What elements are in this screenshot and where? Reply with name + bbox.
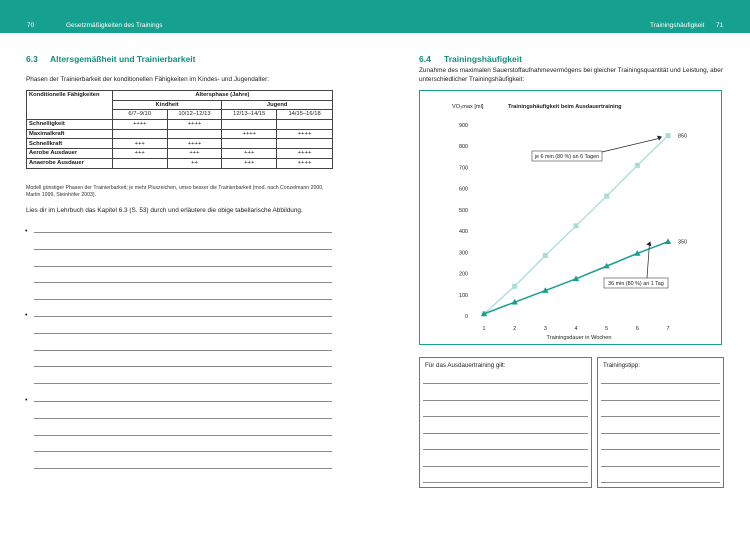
series-end-label: 850 — [678, 133, 687, 140]
x-tick-label: 3 — [543, 326, 547, 332]
table-cell: ++++ — [277, 158, 333, 168]
age-header: 10/12–12/13 — [167, 110, 222, 120]
right-running-title: Trainingshäufigkeit — [650, 22, 705, 29]
x-tick-label: 6 — [635, 326, 639, 332]
answer-line[interactable] — [34, 350, 332, 351]
right-page-number: 71 — [716, 22, 724, 29]
table-cell — [277, 120, 333, 130]
bullet-3: • — [25, 397, 28, 404]
answer-line[interactable] — [34, 435, 332, 436]
section-number-6-4: 6.4 — [419, 54, 431, 64]
answer-line[interactable] — [34, 266, 332, 267]
table-row — [27, 139, 333, 149]
phase-header-childhood: Kindheit — [112, 100, 221, 110]
table-corner-header: Konditionelle Fähigkeiten — [27, 91, 113, 120]
annotation-arrow — [646, 241, 651, 246]
bullet-1: • — [25, 228, 28, 235]
annotation-leader — [602, 139, 658, 152]
table-cell: +++ — [167, 149, 222, 159]
data-point — [574, 223, 579, 228]
data-point — [512, 284, 517, 289]
box-answer-line[interactable] — [601, 416, 720, 417]
vo2max-chart — [420, 91, 721, 344]
table-caption: Modell günstiger Phasen der Trainierbarkeit; je mehr Pluszeichen, umso besser die Trainierbarkeit (mod. nach Conzelmann 2000, Martin 1999, Steinhöfer 2003). — [26, 185, 324, 198]
box-training-tip — [597, 357, 724, 488]
task-instruction: Lies dir im Lehrbuch das Kapitel 6.3 (S. 53) durch und erläutere die obige tabellarische Abbildung. — [26, 207, 303, 214]
data-point — [665, 238, 671, 244]
box-tip-label: Trainingstipp: — [603, 362, 640, 369]
table-cell: ++ — [167, 158, 222, 168]
chart-intro-line-1: Zunahme des maximalen Sauerstoffaufnahmevermögens bei gleicher Trainingsquantität und Leistung, aber — [419, 67, 723, 74]
answer-line[interactable] — [34, 316, 332, 317]
y-tick-label: 900 — [459, 123, 468, 129]
header-band — [0, 0, 750, 33]
box-endurance-training — [419, 357, 592, 488]
x-tick-label: 5 — [605, 326, 609, 332]
bullet-2: • — [25, 312, 28, 319]
table-cell: +++ — [112, 139, 167, 149]
table-cell: ++++ — [277, 149, 333, 159]
table-cell — [222, 120, 277, 130]
box-answer-line[interactable] — [423, 449, 588, 450]
left-page-number: 70 — [27, 22, 35, 29]
chart-intro-line-2: unterschiedlicher Trainingshäufigkeit: — [419, 76, 525, 83]
answer-line[interactable] — [34, 232, 332, 233]
age-header: 14/15–16/18 — [277, 110, 333, 120]
table-cell — [112, 129, 167, 139]
table-cell: ++++ — [277, 129, 333, 139]
y-tick-label: 200 — [459, 271, 468, 278]
box-endurance-label: Für das Ausdauertraining gilt: — [425, 362, 506, 369]
table-cell — [112, 158, 167, 168]
section-title-6-4: Trainingshäufigkeit — [444, 54, 522, 64]
table-row — [27, 129, 333, 139]
table-cell: ++++ — [167, 139, 222, 149]
table-cell — [222, 139, 277, 149]
series-end-label: 350 — [678, 239, 687, 246]
y-tick-label: 600 — [459, 186, 468, 193]
x-tick-label: 4 — [574, 326, 578, 332]
table-row — [27, 149, 333, 159]
table-cell: +++ — [222, 149, 277, 159]
data-point — [543, 253, 548, 258]
y-tick-label: 300 — [459, 250, 468, 257]
box-answer-line[interactable] — [423, 400, 588, 401]
answer-line[interactable] — [34, 282, 332, 283]
box-answer-line[interactable] — [423, 482, 588, 483]
table-intro: Phasen der Trainierbarkeit der konditionellen Fähigkeiten im Kindes- und Jugendalter: — [26, 76, 269, 83]
table-group-header: Altersphase (Jahre) — [112, 91, 332, 101]
table-cell — [277, 139, 333, 149]
table-cell: ++++ — [222, 129, 277, 139]
answer-line[interactable] — [34, 299, 332, 300]
section-number-6-3: 6.3 — [26, 54, 38, 64]
answer-line[interactable] — [34, 468, 332, 469]
annotation-arrow — [657, 136, 662, 141]
answer-line[interactable] — [34, 401, 332, 402]
box-answer-line[interactable] — [423, 416, 588, 417]
answer-line[interactable] — [34, 366, 332, 367]
box-answer-line[interactable] — [423, 466, 588, 467]
y-tick-label: 700 — [459, 165, 468, 172]
chart-frame — [419, 90, 722, 345]
chart-title: Trainingshäufigkeit beim Ausdauertraining — [508, 104, 622, 110]
x-tick-label: 2 — [513, 326, 517, 332]
box-answer-line[interactable] — [601, 383, 720, 384]
row-label: Schnellkraft — [27, 139, 113, 149]
table-cell: ++++ — [112, 120, 167, 130]
section-title-6-3: Altersgemäßheit und Trainierbarkeit — [50, 54, 196, 64]
data-point — [666, 133, 671, 138]
row-label: Maximalkraft — [27, 129, 113, 139]
y-tick-label: 500 — [459, 207, 468, 214]
data-point — [604, 194, 609, 199]
series-label: je 6 min (80 %) an 6 Tagen — [534, 154, 600, 160]
y-tick-label: 800 — [459, 144, 468, 151]
row-label: Anaerobe Ausdauer — [27, 158, 113, 168]
x-axis-label: Trainingsdauer in Wochen — [546, 335, 612, 341]
table-cell: ++++ — [167, 120, 222, 130]
y-axis-label: VO₂max [ml] — [452, 104, 484, 110]
box-answer-line[interactable] — [601, 449, 720, 450]
answer-line[interactable] — [34, 333, 332, 334]
table-cell: +++ — [112, 149, 167, 159]
table-row — [27, 158, 333, 168]
row-label: Aerobe Ausdauer — [27, 149, 113, 159]
box-answer-line[interactable] — [601, 400, 720, 401]
x-tick-label: 7 — [666, 326, 670, 332]
x-tick-label: 1 — [482, 326, 486, 332]
box-answer-line[interactable] — [423, 383, 588, 384]
y-tick-label: 100 — [459, 292, 468, 299]
table-row — [27, 120, 333, 130]
answer-line[interactable] — [34, 383, 332, 384]
box-answer-line[interactable] — [601, 433, 720, 434]
answer-line[interactable] — [34, 249, 332, 250]
table-cell — [167, 129, 222, 139]
answer-line[interactable] — [34, 418, 332, 419]
series-label: 36 min (80 %) an 1 Tag — [608, 281, 664, 287]
row-label: Schnelligkeit — [27, 120, 113, 130]
left-running-title: Gesetzmäßigkeiten des Trainings — [66, 22, 163, 29]
box-answer-line[interactable] — [601, 482, 720, 483]
table-header-row — [27, 91, 333, 101]
phase-header-youth: Jugend — [222, 100, 333, 110]
trainability-table — [26, 90, 333, 169]
box-answer-line[interactable] — [601, 466, 720, 467]
y-tick-label: 400 — [459, 229, 468, 236]
y-tick-label: 0 — [465, 314, 468, 320]
age-header: 6/7–9/10 — [112, 110, 167, 120]
table-cell: +++ — [222, 158, 277, 168]
answer-line[interactable] — [34, 451, 332, 452]
data-point — [635, 163, 640, 168]
age-header: 12/13–14/15 — [222, 110, 277, 120]
box-answer-line[interactable] — [423, 433, 588, 434]
